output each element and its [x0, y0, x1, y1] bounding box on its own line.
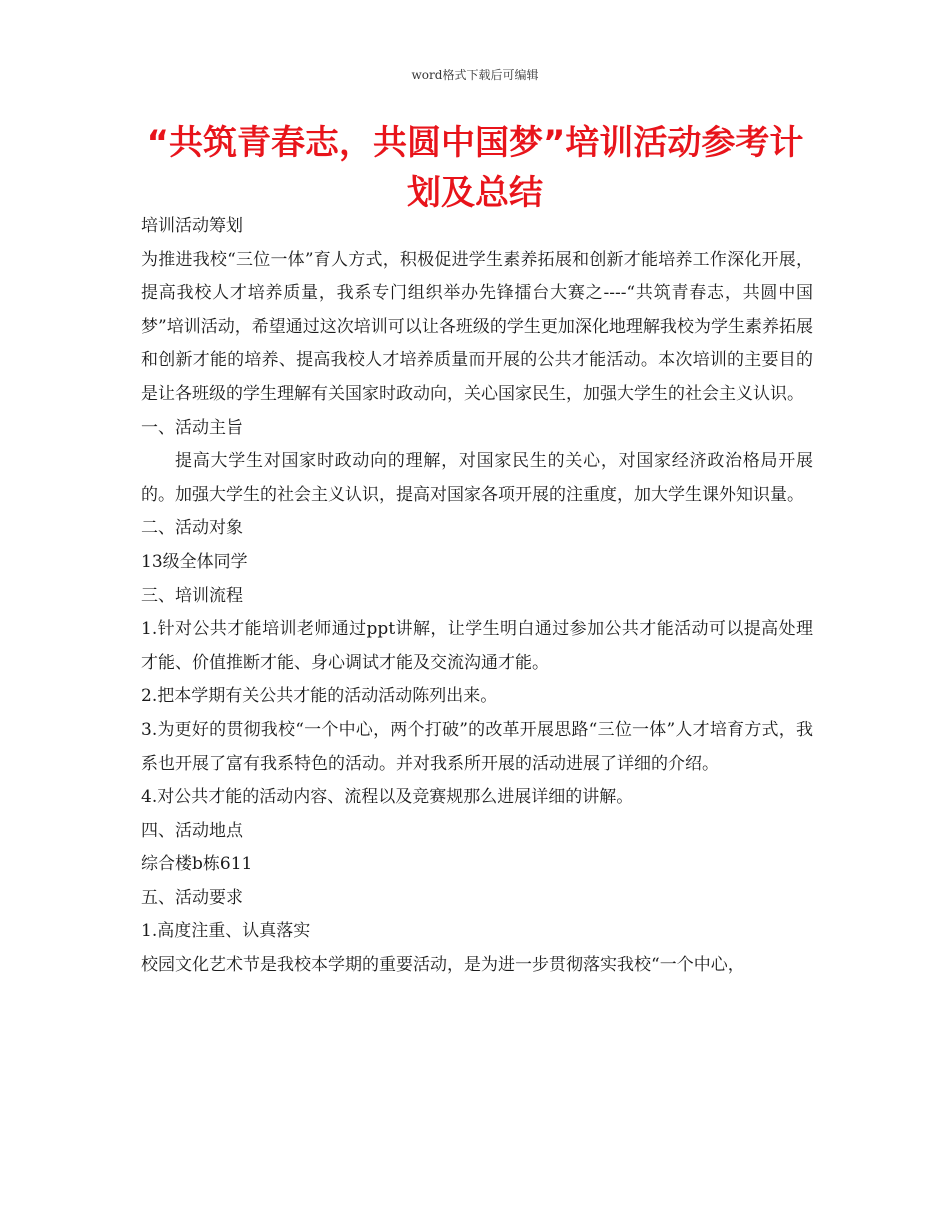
body-paragraph: 培训活动筹划 — [141, 216, 243, 236]
body-paragraph: 校园文化艺术节是我校本学期的重要活动，是为进一步贯彻落实我校“一个中心， — [141, 955, 745, 976]
document-title: “共筑青春志，共圆中国梦”培训活动参考计划及总结 — [146, 123, 804, 213]
body-paragraph: 四、活动地点 — [141, 820, 243, 841]
body-paragraph: 二、活动对象 — [141, 518, 243, 539]
body-paragraph: 1.针对公共才能培训老师通过ppt讲解，让学生明白通过参加公共才能活动可以提高处理才能、价值推断才能、身心调试才能及交流沟通才能。 — [141, 619, 813, 673]
body-paragraph: 2.把本学期有关公共才能的活动活动陈列出来。 — [141, 686, 498, 707]
body-paragraph: 五、活动要求 — [141, 887, 243, 908]
body-paragraph: 一、活动主旨 — [141, 417, 243, 438]
body-paragraph: 三、培训流程 — [141, 585, 243, 606]
body-paragraph: 为推进我校“三位一体”育人方式，积极促进学生素养拓展和创新才能培养工作深化开展，提高我校人才培养质量，我系专门组织举办先锋擂台大赛之----“共筑青春志，共圆中国梦”培训活动，希望通过这次培训可以让各班级的学生更加深化地理解我校为学生素养拓展和创新才能的培养、提高我校人才培养质量而开展的公共才能活动。本次培训的主要目的是让各班级的学生理解有关国家时政动向，关心国家民生，加强大学生的社会主义认识。 — [141, 249, 813, 404]
body-paragraph: 1.高度注重、认真落实 — [141, 921, 311, 942]
body-paragraph: 4.对公共才能的活动内容、流程以及竞赛规那么进展详细的讲解。 — [141, 787, 634, 808]
body-paragraph: 综合楼b栋611 — [141, 854, 253, 875]
document-body — [141, 210, 813, 983]
body-paragraph: 提高大学生对国家时政动向的理解，对国家民生的关心，对国家经济政治格局开展的。加强大学生的社会主义认识，提高对国家各项开展的注重度，加大学生课外知识量。 — [141, 451, 813, 505]
page-header: word格式下载后可编辑 — [411, 68, 539, 82]
body-paragraph: 13级全体同学 — [141, 551, 248, 572]
body-paragraph: 3.为更好的贯彻我校“一个中心，两个打破”的改革开展思路“三位一体”人才培育方式，我系也开展了富有我系特色的活动。并对我系所开展的活动进展了详细的介绍。 — [141, 719, 813, 774]
